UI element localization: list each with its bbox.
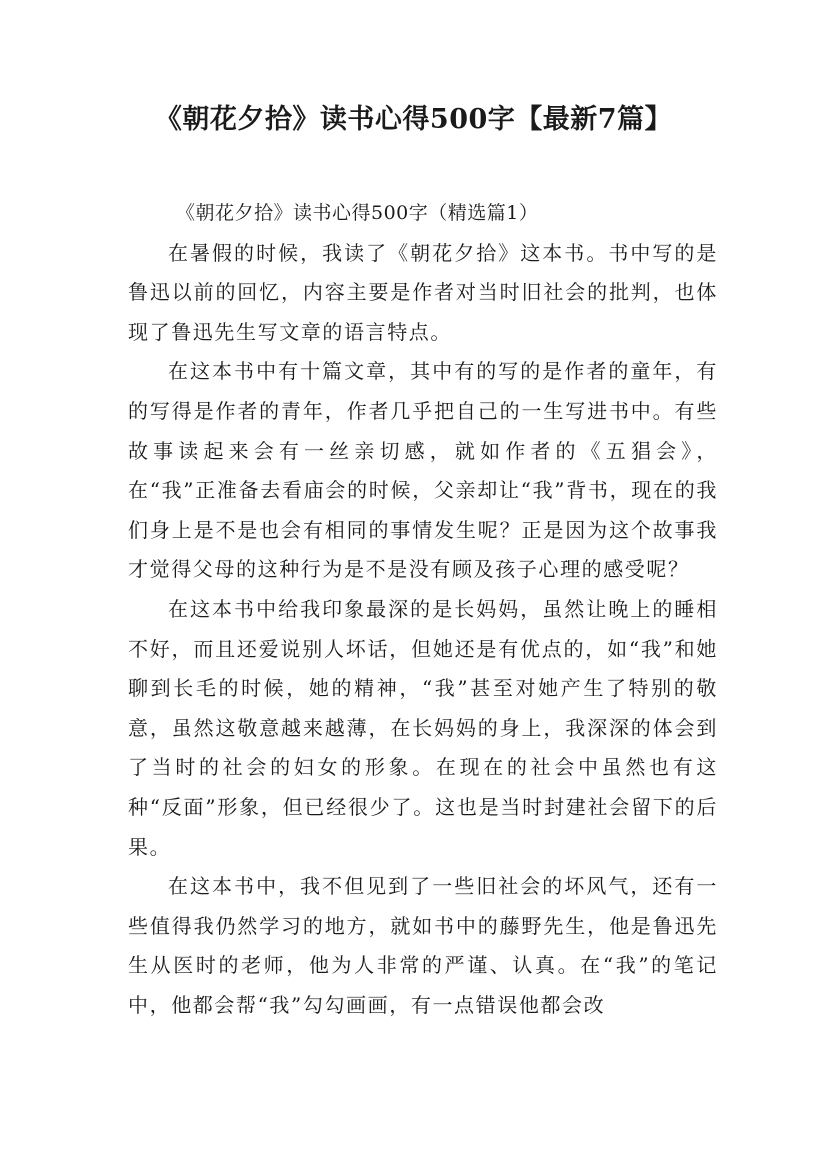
section-heading: 《朝花夕拾》读书心得500字（精选篇1） — [176, 202, 539, 224]
paragraph-1: 在暑假的时候，我读了《朝花夕拾》这本书。书中写的是鲁迅以前的回忆，内容主要是作者对当时旧社会的批判，也体现了鲁迅先生写文章的语言特点。 — [128, 240, 718, 344]
paragraph-4: 在这本书中，我不但见到了一些旧社会的坏风气，还有一些值得我仍然学习的地方，就如书中的藤野先生，他是鲁迅先生从医时的老师，他为人非常的严谨、认真。在“我”的笔记中，他都会帮“我”勾勾画画，有一点错误他都会改 — [128, 874, 718, 1017]
document-title: 《朝花夕拾》读书心得500字【最新7篇】 — [154, 104, 673, 135]
paragraph-2: 在这本书中有十篇文章，其中有的写的是作者的童年，有的写得是作者的青年，作者几乎把自己的一生写进书中。有些故事读起来会有一丝亲切感，就如作者的《五猖会》，在“我”正准备去看庙会的时候，父亲却让“我”背书，现在的我们身上是不是也会有相同的事情发生呢？正是因为这个故事我才觉得父母的这种行为是不是没有顾及孩子心理的感受呢？ — [128, 359, 718, 582]
paragraph-3: 在这本书中给我印象最深的是长妈妈，虽然让晚上的睡相不好，而且还爱说别人坏话，但她还是有优点的，如“我”和她聊到长毛的时候，她的精神，“我”甚至对她产生了特别的敬意，虽然这敬意越来越薄，在长妈妈的身上，我深深的体会到了当时的社会的妇女的形象。在现在的社会中虽然也有这种“反面”形象，但已经很少了。这也是当时封建社会留下的后果。 — [128, 596, 718, 859]
document-body — [128, 194, 718, 1025]
